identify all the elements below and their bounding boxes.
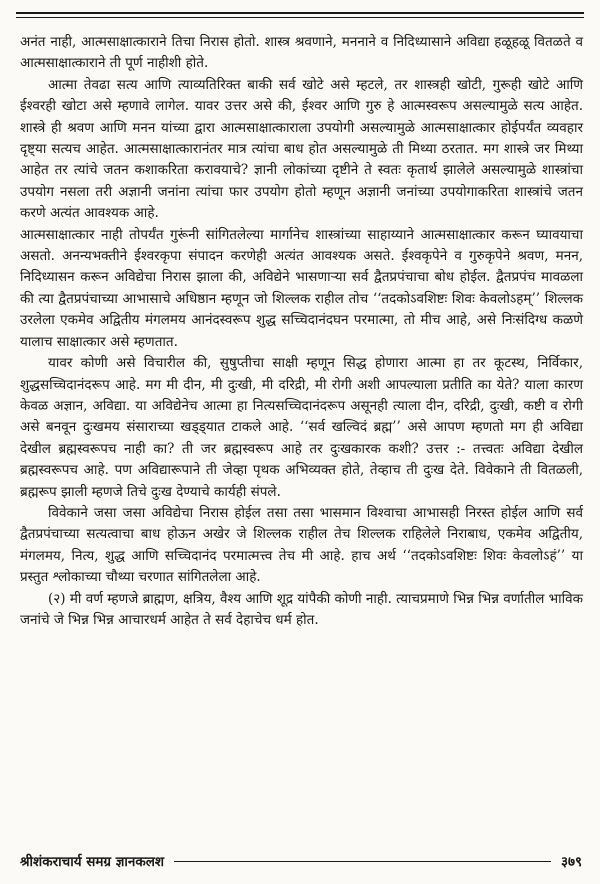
paragraph-1: अनंत नाही, आत्मसाक्षात्काराने तिचा निरास होतो. शास्त्र श्रवणाने, मननाने व निदिध्यासाने अविद्या हळूहळू वितळते व आत्मसाक्षात्काराने ती पूर्ण नाहीशी होते.	[20, 34, 583, 72]
header-rule-thin	[16, 17, 584, 18]
paragraph-5: विवेकाने जसा जसा अविद्येचा निरास होईल तसा तसा भासमान विश्वाचा आभासही निरस्त होईल आणि सर्व द्वैतप्रपंचाच्या सत्यत्वाचा बाध होऊन अखेर जे शिल्लक राहील तेच शिल्लक राहिलेले निराबाध, एकमेव अद्वितीय, मंगलमय, नित्य, शुद्ध आणि सच्चिदानंद परमात्मत्त्व तेच मी आहे. हाच अर्थ ‘‘तदकोऽवशिष्टः शिवः केवलोऽहं’’ या प्रस्तुत श्लोकाच्या चौथ्या चरणात सांगितलेला आहे.	[20, 504, 583, 586]
header-rule-thick	[16, 12, 584, 14]
book-title: श्रीशंकराचार्य समग्र ज्ञानकलश	[20, 854, 165, 870]
paragraph-2: आत्मा तेवढा सत्य आणि त्याव्यतिरिक्त बाकी सर्व खोटे असे म्हटले, तर शास्त्रही खोटी, गुरूही खोटे आणि ईश्वरही खोटा असे म्हणावे लागेल. यावर उत्तर असे की, ईश्वर आणि गुरु हे आत्मस्वरूप असल्यामुळे सत्य आहेत. शास्त्रे ही श्रवण आणि मनन यांच्या द्वारा आत्मसाक्षात्काराला उपयोगी असल्यामुळे आत्मसाक्षात्कार होईपर्यंत व्यवहार दृष्ट्या सत्यच आहेत. आत्मसाक्षात्कारानंतर मात्र त्यांचा बाध होत असल्यामुळे ती मिथ्या ठरतात. मग शास्त्रे जर मिथ्या आहेत तर त्यांचे जतन कशाकरिता करावयाचे? ज्ञानी लोकांच्या दृष्टीने ते स्वतः कृतार्थ झालेले असल्यामुळे शास्त्रांचा उपयोग नसला तरी अज्ञानी जनांना त्यांचा फार उपयोग होतो म्हणून अज्ञानी जनांच्या उपयोगाकरिता शास्त्रांचे जतन करणे अत्यंत आवश्यक आहे.	[20, 76, 583, 222]
page-body	[20, 32, 583, 631]
footer-rule	[174, 861, 551, 862]
paragraph-3: आत्मसाक्षात्कार नाही तोपर्यंत गुरूंनी सांगितलेल्या मार्गानेच शास्त्रांच्या साहाय्याने आत्मसाक्षात्कार करून घ्यावयाचा असतो. अनन्यभक्तीने ईश्वरकृपा संपादन करणेही अत्यंत आवश्यक असते. ईश्वकृपेने व गुरुकृपेने श्रवण, मनन, निदिध्यासन करून अविद्येचा निरास झाला की, अविद्येने भासणाऱ्या सर्व द्वैतप्रपंचाचा बोध होईल. द्वैतप्रपंच मावळला की त्या द्वैतप्रपंचाच्या आभासाचे अधिष्ठान म्हणून जो शिल्लक राहील तोच ‘‘तदकोऽवशिष्टः शिवः केवलोऽहम्’’ शिल्लक उरलेला एकमेव अद्वितीय मंगलमय आनंदस्वरूप शुद्ध सच्चिदानंदघन परमात्मा, तो मीच आहे, असे निःसंदिग्ध कळणे यालाच साक्षात्कार असे म्हणतात.	[20, 226, 583, 350]
page-number: ३७९	[560, 854, 582, 870]
page-footer	[20, 852, 582, 870]
paragraph-4: यावर कोणी असे विचारील की, सुषुप्तीचा साक्षी म्हणून सिद्ध होणारा आत्मा हा तर कूटस्थ, निर्विकार, शुद्धसच्चिदानंदरूप आहे. मग मी दीन, मी दुःखी, मी दरिद्री, मी रोगी अशी आपल्याला प्रतीति का येते? याला कारण केवळ अज्ञान, अविद्या. या अविद्येनेच आत्मा हा नित्यसच्चिदानंदरूप असूनही त्याला दीन, दरिद्री, दुःखी, कष्टी व रोगी असे बनवून दुःखमय संसाराच्या खड्ड्यात टाकले आहे. ‘‘सर्व खल्विदं ब्रह्म’’ असे आपण म्हणतो मग ही अविद्या देखील ब्रह्मस्वरूपच नाही का? ती जर ब्रह्मस्वरूप आहे तर दुःखकारक कशी? उत्तर :- तत्त्वतः अविद्या देखील ब्रह्मस्वरूपच आहे. पण अविद्यारूपाने ती जेव्हा पृथक अभिव्यक्त होते, तेव्हाच ती दुःख देते. विवेकाने ती वितळली, ब्रह्मरूप झाली म्हणजे तिचे दुःख देण्याचे कार्यही संपले.	[20, 355, 583, 500]
paragraph-6: (२) मी वर्ण म्हणजे ब्राह्मण, क्षत्रिय, वैश्य आणि शूद्र यांपैकी कोणी नाही. त्याचप्रमाणे भिन्न भिन्न वर्णातील भाविक जनांचे जे भिन्न भिन्न आचारधर्म आहेत ते सर्व देहाचेच धर्म होत.	[20, 590, 583, 628]
